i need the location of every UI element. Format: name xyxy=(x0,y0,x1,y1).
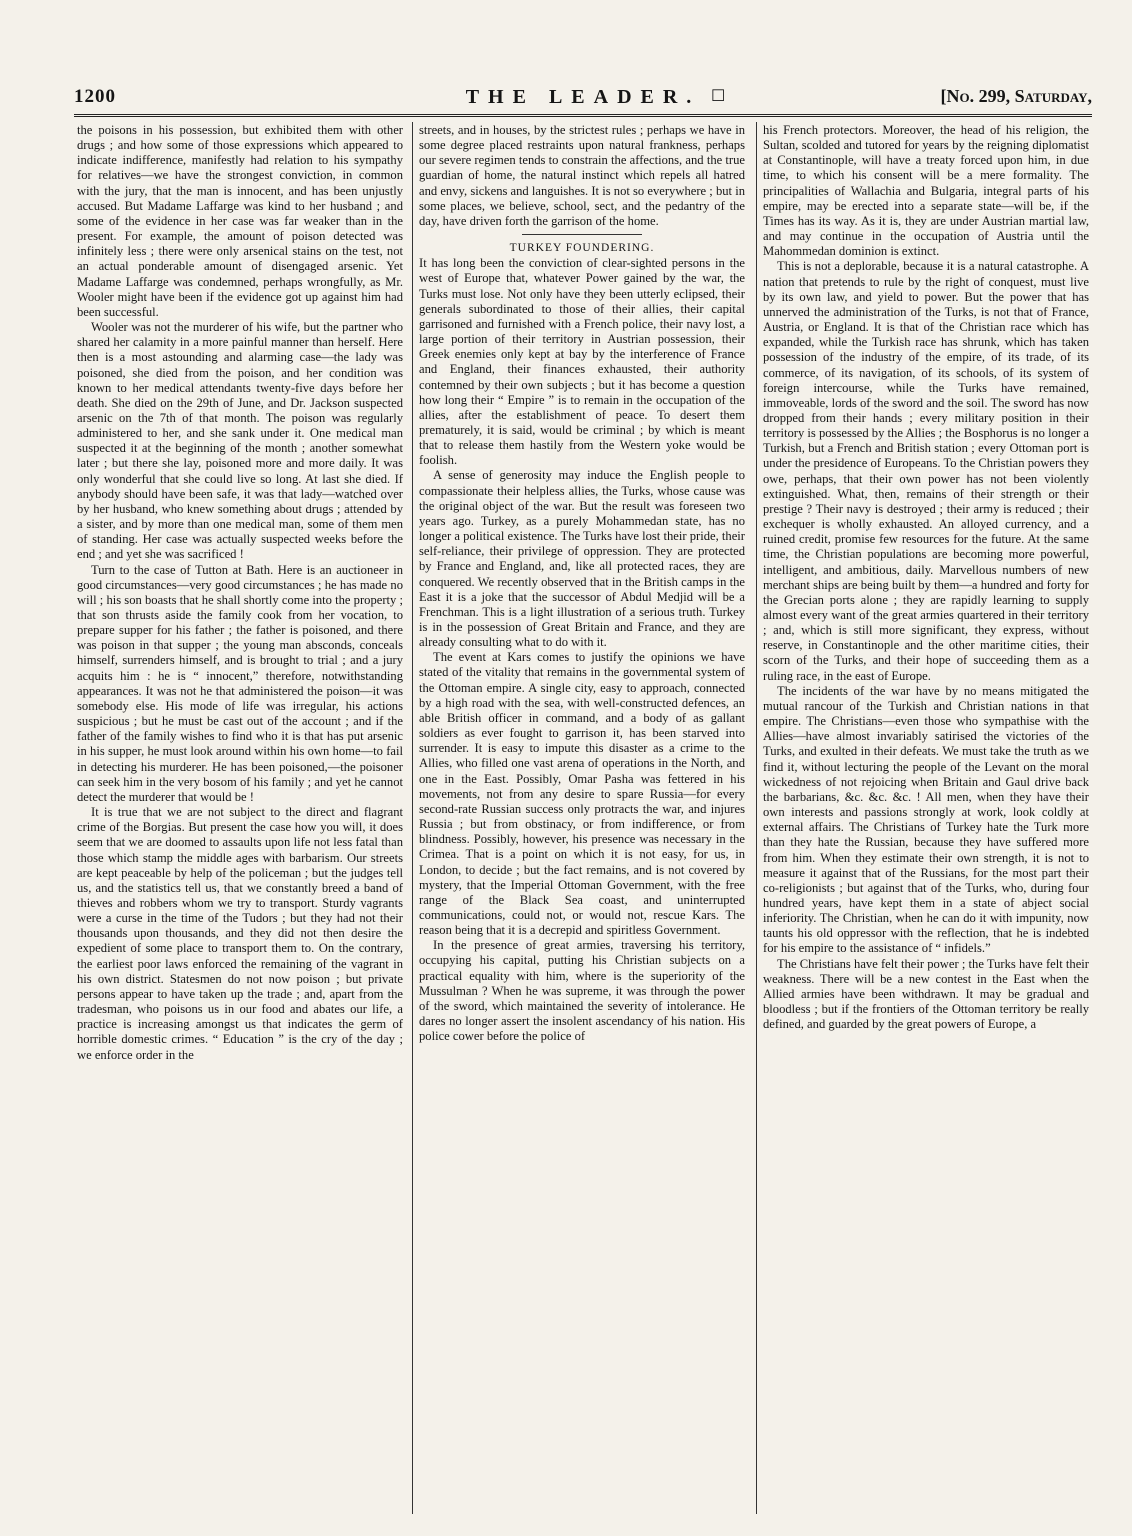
paragraph: This is not a deplorable, because it is a natural catastrophe. A nation that pretends to rule by the right of conquest, must live by its own law, and yield to power. But the power that has unnerved the administration of the Turks, is not that of France, Austria, or England. It is that of the Christian race which has expanded, while the Turkish race has shrunk, which has taken possession of the industry of the empire, of its trade, of its commerce, of its navigation, of its schools, of its system of foreign intercourse, while the Turks have remained, immoveable, lords of the sword and the soil. The sword has now dropped from their hands ; every military position in their territory is possessed by the Allies ; the Bosphorus is no longer a Turkish, but a French and British station ; every Ottoman port is under the presidence of Europeans. To the Christian powers they owe, perhaps, that their own power has not been violently extinguished. What, then, remains of their strength or their prestige ? Their navy is destroyed ; their army is reduced ; their exchequer is wholly exhausted. An alloyed currency, and a ruined credit, promise few resources for the future. At the same time, the Christian populations are becoming more powerful, intelligent, and ambitious, daily. Marvellous numbers of new merchant ships are being built by them—a hundred and forty for the Grecian ports alone ; they are rapidly learning to supply almost every want of the great armies quartered in their territory ; and, which is still more significant, they express, without reserve, in Constantinople and the other maritime cities, their scorn of the Turks, and their hope of succeeding them as a ruling race, in the east of Europe. xyxy=(763,259,1089,683)
paragraph: The incidents of the war have by no means mitigated the mutual rancour of the Turkish and Christian nations in that empire. The Christians—even those who sympathise with the Allies—have almost invariably satirised the victories of the Turks, and exulted in their defeats. We must take the truth as we find it, without lecturing the people of the Levant on the moral wickedness of not rejoicing when Britain and Gaul drive back the barbarians, &c. &c. &c. ! All men, when they have their own interests and passions strongly at work, look coldly at external affairs. The Christians of Turkey hate the Turk more than they hate the Russian, because they have suffered more from him. When they estimate their own strength, it is not to measure it against that of the Russians, for the most part their co-religionists ; but against that of the Turks, who, during four hundred years, have kept them in a state of abject social inferiority. The Christian, when he can do it with impunity, now taunts his old oppressor with the reflection, that he is indebted for his empire to the assistance of “ infidels.” xyxy=(763,683,1089,956)
printer-mark-icon: ☐ xyxy=(711,88,726,105)
newspaper-title: THE LEADER. xyxy=(465,86,701,108)
page-header xyxy=(74,86,1092,114)
paragraph: Turn to the case of Tutton at Bath. Here is an auctioneer in good circumstances—very good circumstances ; he has made no will ; his son boasts that he shall shortly come into the property ; that son thrusts aside the family cook from her vocation, to prepare supper for his father ; the father is poisoned, and there was poison in that supper ; the young man absconds, conceals himself, surrenders himself, and is brought to trial ; and a jury acquits him : he is “ innocent,” therefore, notwithstanding appearances. It was not he that administered the poison—it was somebody else. His mode of life was irregular, his actions suspicious ; but he must be cast out of the account ; and if the father of the family wishes to find who it is that has put arsenic in his supper, he must look around within his own home—to fail in detecting his murderer. He has been poisoned,—the poisoner can seek him in the very bosom of his family ; and yet he cannot detect the murderer that would be ! xyxy=(77,562,403,804)
issue-date: [No. 299, Saturday, xyxy=(940,86,1092,106)
column-3 xyxy=(763,123,1089,1513)
paragraph: The event at Kars comes to justify the opinions we have stated of the vitality that remains in the governmental system of the Ottoman empire. A single city, easy to approach, connected by a high road with the sea, with well-constructed defences, an able British officer in command, and a body of as gallant soldiers as ever fought to garrison it, has been starved into surrender. It is easy to impute this disaster as a crime to the Allies, who filled one vast arena of operations in the North, and one in the East. Possibly, Omar Pasha was fettered in his movements, not from any desire to spare Russia—for every second-rate Russian success only protracts the war, and injures Russia ; but from obstinacy, or from indifference, or from blindness. Possibly, however, his presence was necessary in the Crimea. That is a point on which it is not easy, for us, in London, to decide ; but the fact remains, and is not covered by mystery, that the Imperial Ottoman Government, with the free range of the Black Sea coast, and uninterrupted communications, could not, or would not, rescue Kars. The reason being that it is a decrepid and spiritless Government. xyxy=(419,650,745,938)
column-divider xyxy=(756,122,757,1514)
paragraph: the poisons in his possession, but exhibited them with other drugs ; and how some of those expressions which appeared to indicate indifference, manifestly had relation to his sympathy for relatives—we have the strongest conviction, in common with the jury, that the man is innocent, and has been unjustly accused. But Madame Laffarge was kind to her husband ; and some of the evidence in her case was far weaker than in the present. For example, the amount of poison detected was infinitely less ; there were only arsenical stains on the test, not an actual ponderable amount of disengaged arsenic. Yet Madame Laffarge was condemned, perhaps wrongfully, as Mr. Wooler might have been if the evidence got up against him had been successful. xyxy=(77,123,403,319)
page-number: 1200 xyxy=(74,86,116,107)
column-1 xyxy=(77,123,403,1513)
paragraph: A sense of generosity may induce the English people to compassionate their helpless allies, the Turks, whose cause was the original object of the war. But the result was foreseen two years ago. Turkey, as a purely Mohammedan state, has no longer a political existence. The Turks have lost their pride, their self-reliance, their privilege of oppression. They are protected by France and England, and, like all protected races, they are conquered. We recently observed that in the British camps in the East it is a joke that the successor of Abdul Medjid will be a Frenchman. This is a light illustration of a serious truth. Turkey is in the possession of Great Britain and France, and they are already consulting what to do with it. xyxy=(419,468,745,650)
paragraph: streets, and in houses, by the strictest rules ; perhaps we have in some degree placed restraints upon natural frankness, perhaps our severe regimen tends to constrain the affections, and the true guardian of home, the natural instinct which repels all hatred and envy, sickens and languishes. It is not so everywhere ; but in some places, we believe, school, sect, and the pedantry of the day, have driven forth the garrison of the home. xyxy=(419,123,745,228)
paragraph: In the presence of great armies, traversing his territory, occupying his capital, putting his Christian subjects on a practical equality with him, where is the superiority of the Mussulman ? When he was supreme, it was through the power of the sword, which maintained the severity of intolerance. He dares no longer assert the insolent ascendancy of his nation. His police cower before the police of xyxy=(419,938,745,1044)
paragraph: It has long been the conviction of clear-sighted persons in the west of Europe that, whatever Power gained by the war, the Turks must lose. Not only have they been utterly eclipsed, their generals subordinated to those of their allies, their capital garrisoned and furnished with a French police, their navy lost, a large portion of their territory in Austrian possession, their Greek enemies only kept at bay by the interference of France and England, their finances exhausted, their authority contemned by their own subjects ; but it has become a question how long their “ Empire ” is to remain in the occupation of the allies, after the establishment of peace. To desert them prematurely, it is said, would be criminal ; by which is meant that to release them hastily from the Western yoke would be foolish. xyxy=(419,256,745,468)
paragraph: It is true that we are not subject to the direct and flagrant crime of the Borgias. But present the case how you will, it does seem that we are doomed to assaults upon life not less fatal than those which stamp the middle ages with barbarism. Our streets are kept peaceable by help of the policeman ; but the judges tell us, and the statistics tell us, that we constantly breed a band of thieves and robbers whom we try to transport. Sturdy vagrants were a curse in the time of the Tudors ; but they had not their thousands upon thousands, and they did not then desire the expedient of some place to transport them to. On the contrary, the earliest poor laws enforced the remaining of the vagrant in his own district. Statesmen do not now poison ; but private persons appear to have taken up the trade ; and, apart from the tradesman, who poisons us in our food and abates our life, a practice is increasing amongst us that indicates the germ of horrible domestic crimes. “ Education ” is the cry of the day ; we enforce order in the xyxy=(77,805,403,1062)
paragraph: his French protectors. Moreover, the head of his religion, the Sultan, scolded and tutored for years by the reigning diplomatist at Constantinople, will have a treaty forced upon him, in due time, to which his consent will be a mere formality. The principalities of Wallachia and Bulgaria, integral parts of his empire, may be erected into a separate state—will be, if the Times has its way. As it is, they are under Austrian martial law, and may continue in the occupation of Austria until the Mahommedan dominion is extinct. xyxy=(763,123,1089,259)
section-heading: TURKEY FOUNDERING. xyxy=(509,242,655,255)
paragraph: Wooler was not the murderer of his wife, but the partner who shared her calamity in a more painful manner than herself. Here then is a most astounding and alarming case—the lady was poisoned, she died from the poison, and her condition was known to her medical attendants twenty-five days before her death. She died on the 29th of June, and Dr. Jackson suspected arsenic on the 7th of that month. The poison was regularly administered to her, and she sank under it. One medical man suspected it at the beginning of the month ; another somewhat later ; but there she lay, poisoned more and more daily. It was only wonderful that she could live so long. At last she died. If anybody should have been safe, it was that lady—watched over by her husband, who knew something about drugs ; attended by a sister, and by more than one medical man, some of them men of standing. Her case was actually suspected weeks before the end ; and yet she was sacrificed ! xyxy=(77,320,403,562)
header-rule xyxy=(74,114,1092,117)
column-divider xyxy=(412,122,413,1514)
paragraph: The Christians have felt their power ; the Turks have felt their weakness. There will be a new contest in the East when the Allied armies have been withdrawn. It may be gradual and bloodless ; but if the frontiers of the Ottoman territory be really defined, and guarded by the great powers of Europe, a xyxy=(763,956,1089,1032)
section-rule xyxy=(522,234,642,235)
column-2 xyxy=(419,123,745,1513)
